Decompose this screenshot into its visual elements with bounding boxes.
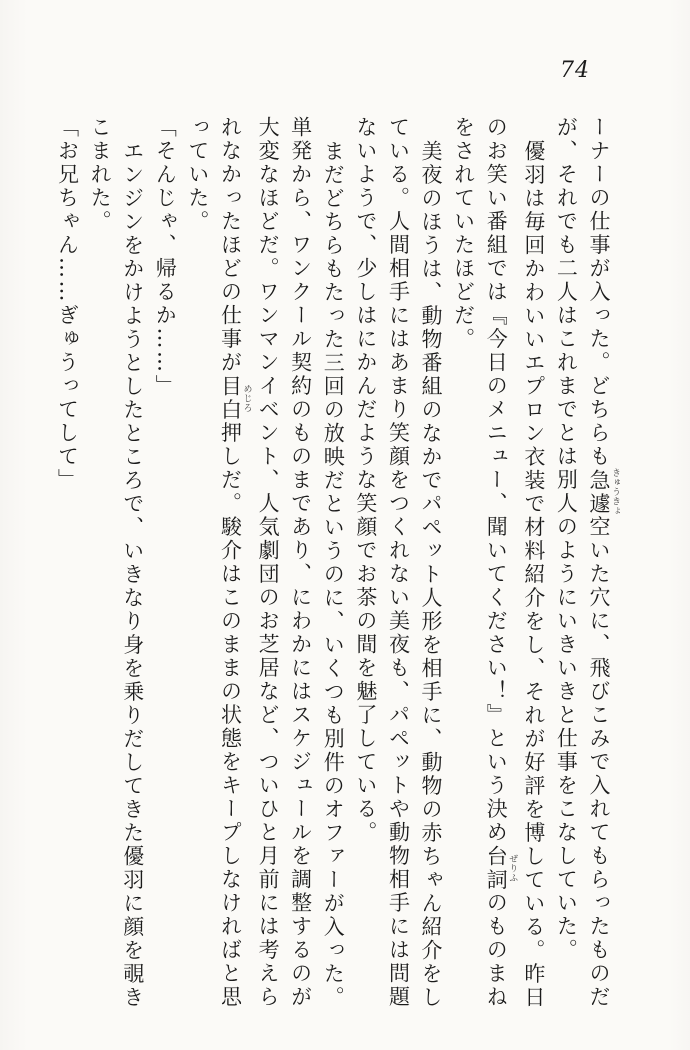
page-number: 74 [560, 58, 590, 83]
text-line: 優羽は毎回かわいいエプロン衣装で材料紹介をし、それが好評を博している。昨日 [521, 139, 546, 1009]
ruby-annotated-word: 目白 めじろ [218, 374, 252, 422]
ruby-annotated-word: 台詞 ぜりふ [484, 844, 518, 892]
text-line: エンジンをかけようとしたところで、いきなり身を乗りだしてきた優羽に顔を覗き [120, 139, 145, 1009]
text-line: 単発から、ワンクール契約のものまであり、にわかにはスケジュールを調整するのが [288, 116, 313, 1009]
text-line: 大変なほどだ。ワンマンイベント、人気劇団のお芝居など、ついひと月前には考えら [256, 116, 281, 1009]
text-line: が、それでも二人はこれまでとは別人のようにいきいきと仕事をこなしていた。 [554, 116, 579, 962]
text-line: のお笑い番組では『今日のメニュー、聞いてください！』という決め台詞 ぜりふのものまね [484, 116, 518, 1009]
text-line: 「そんじゃ、帰るか……」 [153, 116, 178, 398]
text-line: っていた。 [185, 116, 210, 234]
text-line: ーナーの仕事が入った。どちらも急遽 きゅうきょ空いた穴に、飛びこみで入れてもらったものだ [587, 116, 620, 1010]
text-line: ないようで、少しはにかんだような笑顔でお茶の間を魅了している。 [353, 116, 378, 845]
text-line: 美夜のほうは、動物番組のなかでパペット人形を相手に、動物の赤ちゃん紹介をし [419, 139, 444, 1009]
ruby-annotated-word: 急遽 きゅうきょ [587, 468, 620, 516]
page-text-block [51, 116, 620, 1021]
text-line: 「お兄ちゃん……ぎゅうってして」 [55, 116, 80, 492]
text-line: まだどちらもたった三回の放映だというのに、いくつも別件のオファーが入った。 [321, 139, 346, 1009]
text-line: こまれた。 [88, 116, 113, 234]
text-line: をされていたほどだ。 [451, 116, 476, 351]
text-line: れなかったほどの仕事が目白 めじろ押しだ。駿介はこのままの状態をキープしなければと思 [218, 116, 252, 1009]
text-line: ている。人間相手にはあまり笑顔をつくれない美夜も、パペットや動物相手には問題 [386, 116, 411, 1009]
